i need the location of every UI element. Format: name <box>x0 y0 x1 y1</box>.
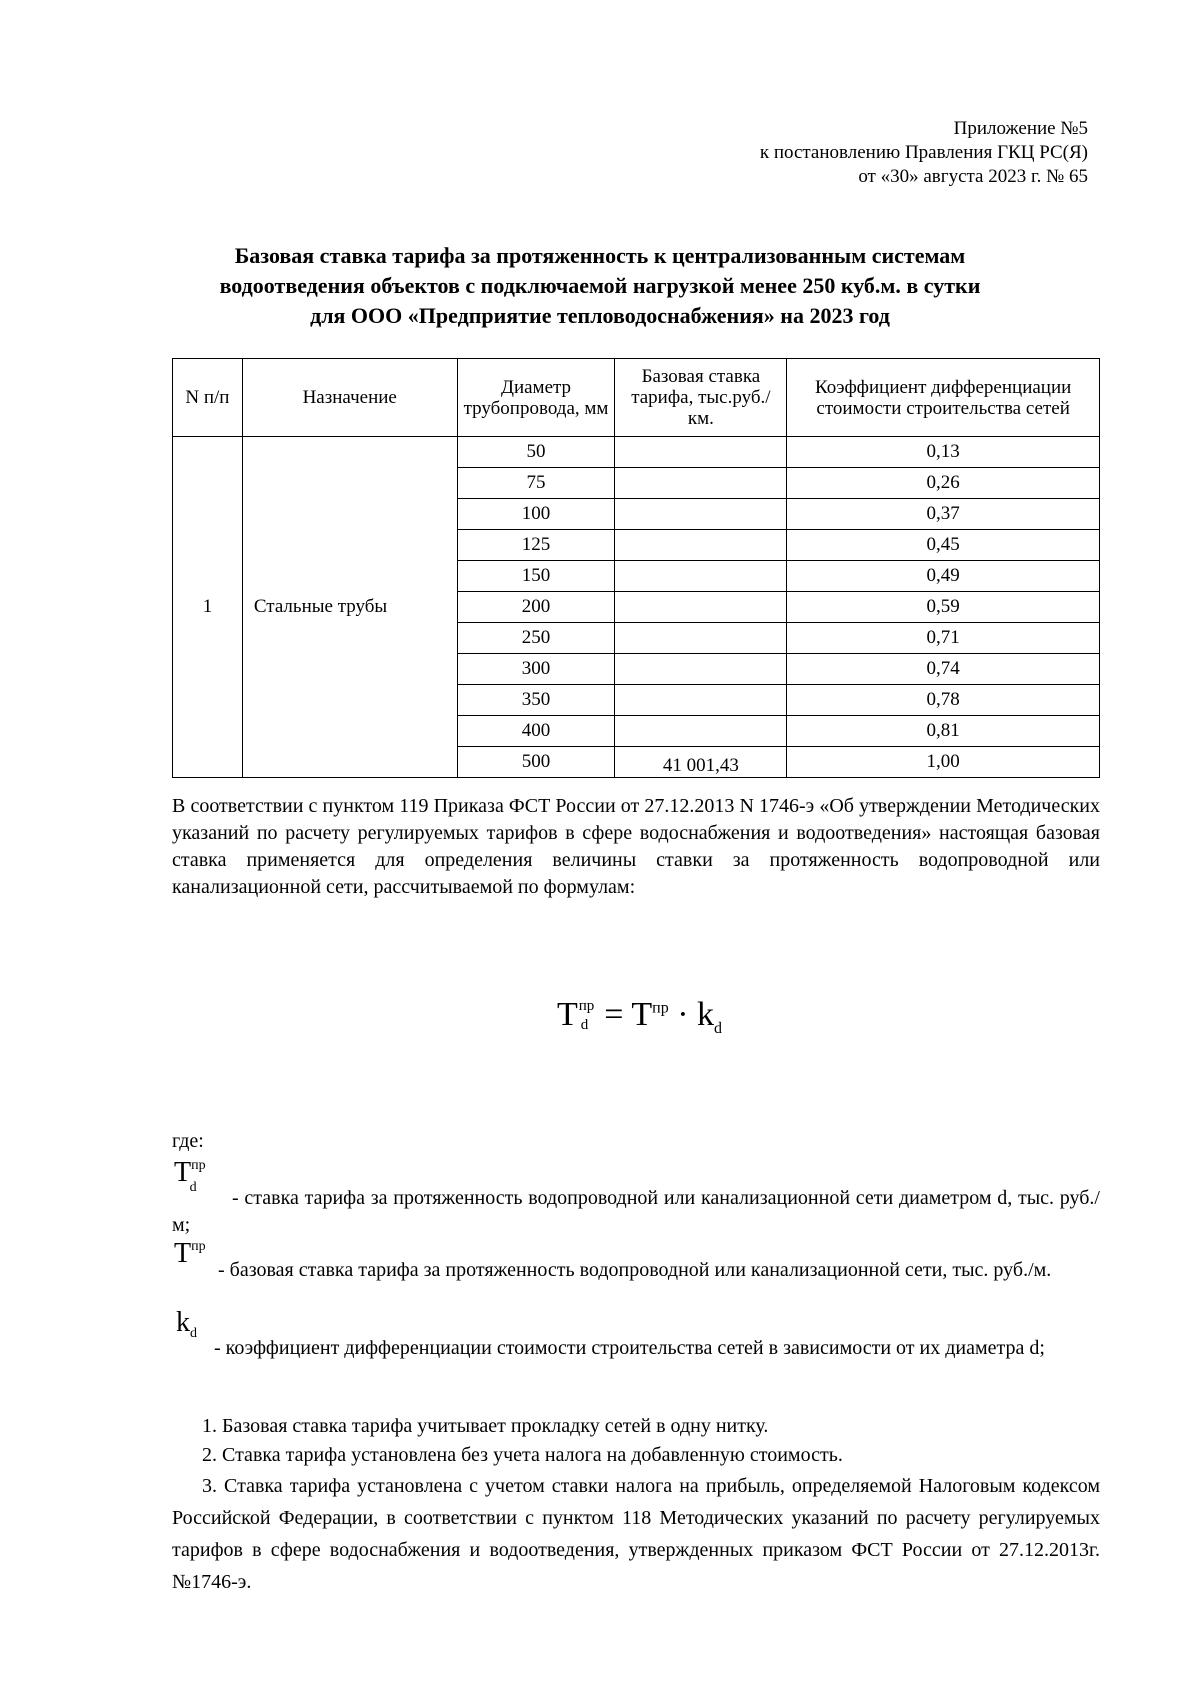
rate-cell <box>615 437 787 468</box>
diameter-cell: 350 <box>457 685 615 716</box>
header-num: N п/п <box>173 359 243 437</box>
coefficient-cell: 0,78 <box>787 685 1100 716</box>
purpose-cell: Стальные трубы <box>242 437 457 778</box>
rate-cell <box>615 685 787 716</box>
formula-sup-2: пр <box>652 999 669 1017</box>
diameter-cell: 125 <box>457 530 615 561</box>
coefficient-cell: 0,26 <box>787 468 1100 499</box>
tariff-table <box>172 358 1100 778</box>
diameter-cell: 50 <box>457 437 615 468</box>
definition-3: - коэффициент дифференциации стоимости строительства сетей в зависимости от их диаметра d; <box>214 1337 1045 1359</box>
note-2: 2. Ставка тарифа установлена без учета налога на добавленную стоимость. <box>202 1444 843 1466</box>
table-body <box>173 437 1100 778</box>
rate-cell <box>615 592 787 623</box>
rate-cell <box>615 499 787 530</box>
row-number: 1 <box>173 437 243 778</box>
formula <box>557 996 722 1038</box>
header-diameter: Диаметр трубопровода, мм <box>457 359 615 437</box>
rate-cell <box>615 468 787 499</box>
rate-cell <box>615 561 787 592</box>
diameter-cell: 75 <box>457 468 615 499</box>
notes-list <box>172 1412 1100 1470</box>
diameter-cell: 400 <box>457 716 615 747</box>
formula-k: k <box>697 996 715 1033</box>
coefficient-cell: 0,59 <box>787 592 1100 623</box>
coefficient-cell: 0,71 <box>787 623 1100 654</box>
table-header-row <box>173 359 1100 437</box>
coefficient-cell: 0,37 <box>787 499 1100 530</box>
diameter-cell: 150 <box>457 561 615 592</box>
diameter-cell: 100 <box>457 499 615 530</box>
definition-1: - ставка тарифа за протяженность водопроводной или канализационной сети диаметром d, тыс. руб./м; <box>172 1187 1100 1236</box>
symbol-k: $k_d$ <box>176 1307 197 1341</box>
diameter-cell: 200 <box>457 592 615 623</box>
header-coef: Коэффициент дифференциации стоимости строительства сетей <box>787 359 1100 437</box>
note-1: 1. Базовая ставка тарифа учитывает прокладку сетей в одну нитку. <box>202 1415 769 1437</box>
title-line-1: Базовая ставка тарифа за протяженность к централизованным системам <box>234 243 966 268</box>
title-line-3: для ООО «Предприятие тепловодоснабжения» на 2023 год <box>310 303 890 328</box>
symbol-T: $T^{пр}$ <box>174 1238 206 1269</box>
appendix-header <box>760 117 1088 189</box>
rate-cell <box>615 654 787 685</box>
coefficient-cell: 0,49 <box>787 561 1100 592</box>
rate-cell <box>615 530 787 561</box>
definition-2: - базовая ставка тарифа за протяженность водопроводной или канализационной сети, тыс. руб./м. <box>218 1259 1052 1281</box>
formula-sub-1: d <box>580 1017 589 1033</box>
symbol-T-d: $T^{пр}_d$ <box>174 1157 206 1195</box>
document-title <box>150 241 1050 331</box>
rate-cell: 41 001,43 <box>615 747 787 778</box>
formula-sup-1: пр <box>578 998 595 1014</box>
rate-cell <box>615 716 787 747</box>
formula-dot: · <box>668 996 698 1033</box>
header-rate: Базовая ставка тарифа, тыс.руб./км. <box>615 359 787 437</box>
formula-sub-2: d <box>714 1019 723 1037</box>
header-purpose: Назначение <box>242 359 457 437</box>
diameter-cell: 250 <box>457 623 615 654</box>
appendix-line-1: Приложение №5 <box>953 118 1088 139</box>
table-row <box>173 437 1100 468</box>
coefficient-cell: 0,81 <box>787 716 1100 747</box>
coefficient-cell: 0,45 <box>787 530 1100 561</box>
appendix-line-3: от «30» августа 2023 г. № 65 <box>858 166 1088 187</box>
appendix-line-2: к постановлению Правления ГКЦ РС(Я) <box>759 142 1088 163</box>
where-label: где: <box>172 1130 204 1152</box>
formula-eq: = <box>595 996 632 1033</box>
coefficient-cell: 0,74 <box>787 654 1100 685</box>
formula-T2: T <box>631 996 653 1033</box>
formula-T: T <box>557 996 578 1033</box>
coefficient-cell: 1,00 <box>787 747 1100 778</box>
title-line-2: водоотведения объектов с подключаемой нагрузкой менее 250 куб.м. в сутки <box>219 273 981 298</box>
diameter-cell: 300 <box>457 654 615 685</box>
intro-paragraph: В соответствии с пунктом 119 Приказа ФСТ России от 27.12.2013 N 1746-э «Об утверждении Методических указаний по расчету регулируемых тарифов в сфере водоснабжения и водоотведения» настоящая базовая ставка применяется для определения величины ставки за протяженность водопроводной или канализационной сети, рассчитываемой по формулам: <box>172 795 1100 898</box>
coefficient-cell: 0,13 <box>787 437 1100 468</box>
note-3: 3. Ставка тарифа установлена с учетом ставки налога на прибыль, определяемой Налоговым кодексом Российской Федерации, в соответствии с пунктом 118 Методических указаний по расчету регулируемых тарифов в сфере водоснабжения и водоотведения, утвержденных приказом ФСТ России от 27.12.2013г. №1746-э. <box>172 1475 1100 1593</box>
diameter-cell: 500 <box>457 747 615 778</box>
rate-cell <box>615 623 787 654</box>
